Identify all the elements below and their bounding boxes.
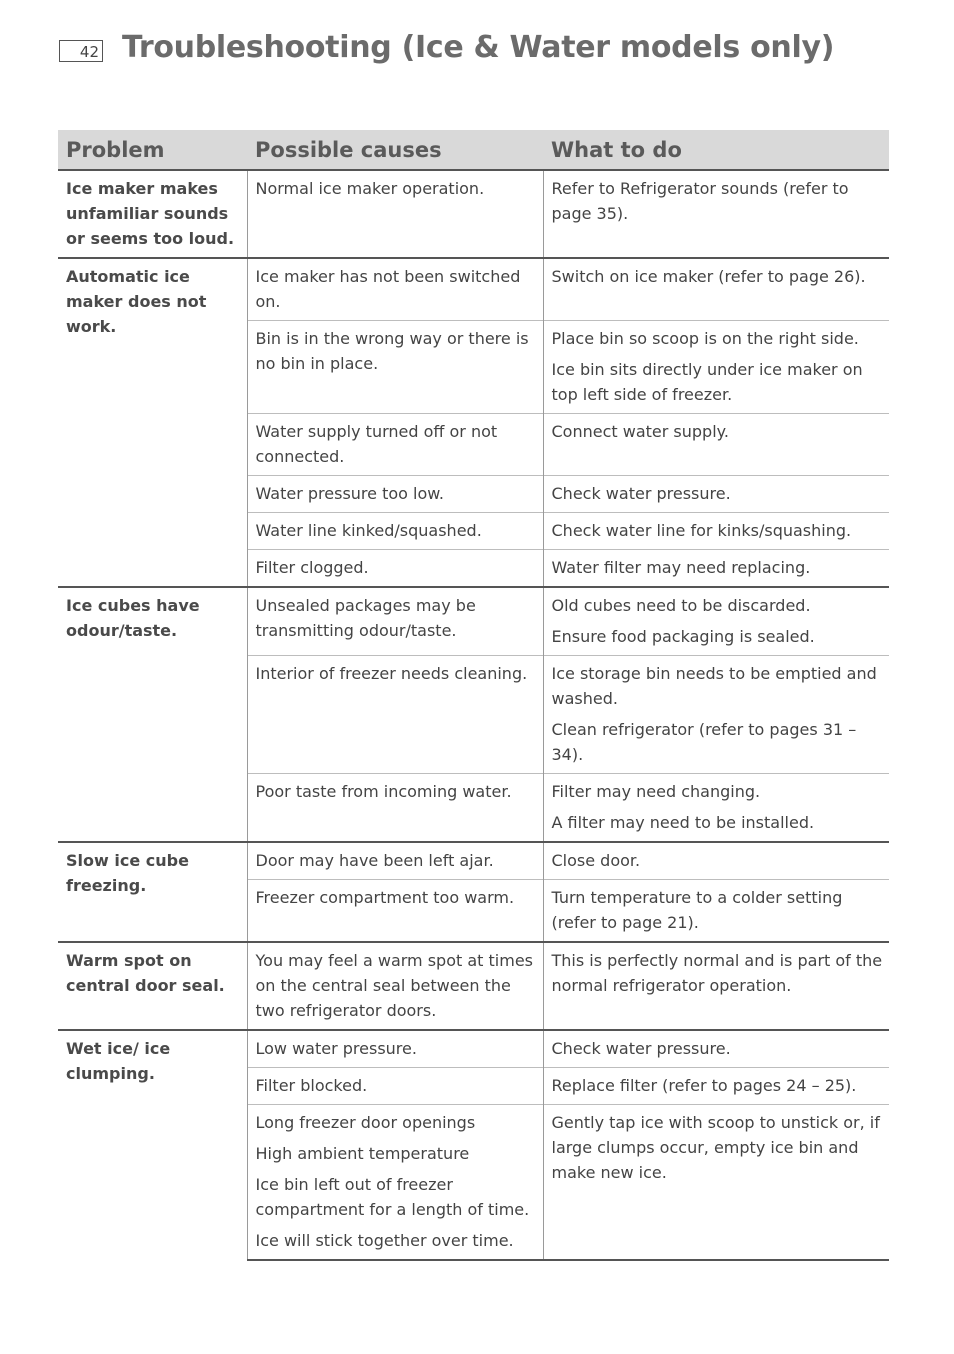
action-cell: [543, 656, 889, 774]
cause-text: Water supply turned off or not connected.: [255, 422, 498, 466]
action-text: Connect water supply.: [551, 422, 729, 441]
action-text: Check water line for kinks/squashing.: [551, 521, 852, 540]
problem-cell: Automatic ice maker does not work.: [58, 258, 247, 587]
cause-cell: [247, 1105, 543, 1261]
cause-text: Ice bin left out of freezer compartment for a length of time.: [255, 1175, 530, 1219]
action-cell: [543, 414, 889, 476]
cause-cell: [247, 414, 543, 476]
cause-cell: [247, 656, 543, 774]
action-text: Gently tap ice with scoop to unstick or, if large clumps occur, empty ice bin and make new ice.: [551, 1113, 880, 1182]
cause-text: Interior of freezer needs cleaning.: [255, 664, 528, 683]
cause-cell: [247, 321, 543, 414]
cause-cell: [247, 1068, 543, 1105]
header-possible-causes: Possible causes: [247, 130, 543, 170]
action-cell: [543, 842, 889, 880]
table-row: [58, 170, 889, 258]
cause-text: Ice will stick together over time.: [255, 1231, 514, 1250]
action-text: Turn temperature to a colder setting (refer to page 21).: [551, 888, 843, 932]
action-cell: [543, 774, 889, 843]
action-text: Water filter may need replacing.: [551, 558, 811, 577]
action-cell: [543, 587, 889, 656]
action-text: Check water pressure.: [551, 484, 731, 503]
cause-cell: [247, 880, 543, 943]
cause-text: Poor taste from incoming water.: [255, 782, 512, 801]
action-cell: [543, 258, 889, 321]
table-row: [58, 942, 889, 1030]
problem-cell: Ice cubes have odour/taste.: [58, 587, 247, 842]
action-cell: [543, 1068, 889, 1105]
action-cell: [543, 476, 889, 513]
page-title: Troubleshooting (Ice & Water models only): [122, 30, 835, 65]
cause-text: Long freezer door openings: [255, 1113, 476, 1132]
problem-cell: Slow ice cube freezing.: [58, 842, 247, 942]
page-number: 42: [59, 40, 103, 62]
table-row: [58, 258, 889, 321]
table-row: [58, 1030, 889, 1068]
table-row: [58, 842, 889, 880]
cause-cell: [247, 774, 543, 843]
table-body: [58, 170, 889, 1260]
action-text: Check water pressure.: [551, 1039, 731, 1058]
action-text: Replace filter (refer to pages 24 – 25).: [551, 1076, 857, 1095]
problem-cell: Warm spot on central door seal.: [58, 942, 247, 1030]
cause-cell: [247, 1030, 543, 1068]
action-text: Place bin so scoop is on the right side.: [551, 329, 859, 348]
cause-cell: [247, 842, 543, 880]
cause-text: Water pressure too low.: [255, 484, 444, 503]
cause-text: Water line kinked/squashed.: [255, 521, 482, 540]
action-text: Ice bin sits directly under ice maker on top left side of freezer.: [551, 360, 863, 404]
cause-text: Low water pressure.: [255, 1039, 417, 1058]
cause-text: Normal ice maker operation.: [255, 179, 485, 198]
cause-cell: [247, 170, 543, 258]
action-text: Switch on ice maker (refer to page 26).: [551, 267, 866, 286]
cause-text: Filter clogged.: [255, 558, 369, 577]
cause-cell: [247, 476, 543, 513]
cause-text: Freezer compartment too warm.: [255, 888, 515, 907]
action-text: Ice storage bin needs to be emptied and washed.: [551, 664, 877, 708]
header-problem: Problem: [58, 130, 247, 170]
cause-text: Door may have been left ajar.: [255, 851, 494, 870]
action-cell: [543, 170, 889, 258]
cause-text: High ambient temperature: [255, 1144, 470, 1163]
table-header-row: [58, 130, 889, 170]
action-text: Clean refrigerator (refer to pages 31 – 34).: [551, 720, 857, 764]
action-cell: [543, 880, 889, 943]
action-text: Close door.: [551, 851, 641, 870]
cause-text: Unsealed packages may be transmitting odour/taste.: [255, 596, 476, 640]
header-what-to-do: What to do: [543, 130, 889, 170]
cause-text: Ice maker has not been switched on.: [255, 267, 521, 311]
cause-cell: [247, 258, 543, 321]
table-row: [58, 587, 889, 656]
action-cell: [543, 550, 889, 588]
cause-text: You may feel a warm spot at times on the central seal between the two refrigerator doors.: [255, 951, 533, 1020]
action-cell: [543, 1030, 889, 1068]
action-cell: [543, 1105, 889, 1261]
cause-cell: [247, 942, 543, 1030]
problem-cell: Wet ice/ ice clumping.: [58, 1030, 247, 1260]
cause-cell: [247, 550, 543, 588]
action-cell: [543, 321, 889, 414]
action-text: Refer to Refrigerator sounds (refer to page 35).: [551, 179, 849, 223]
action-text: Ensure food packaging is sealed.: [551, 627, 815, 646]
cause-text: Bin is in the wrong way or there is no bin in place.: [255, 329, 529, 373]
action-text: Filter may need changing.: [551, 782, 761, 801]
troubleshooting-table: [58, 130, 889, 1261]
cause-cell: [247, 513, 543, 550]
action-text: This is perfectly normal and is part of the normal refrigerator operation.: [551, 951, 883, 995]
action-text: A filter may need to be installed.: [551, 813, 815, 832]
problem-cell: Ice maker makes unfamiliar sounds or seems too loud.: [58, 170, 247, 258]
action-cell: [543, 942, 889, 1030]
action-cell: [543, 513, 889, 550]
action-text: Old cubes need to be discarded.: [551, 596, 811, 615]
cause-text: Filter blocked.: [255, 1076, 368, 1095]
cause-cell: [247, 587, 543, 656]
